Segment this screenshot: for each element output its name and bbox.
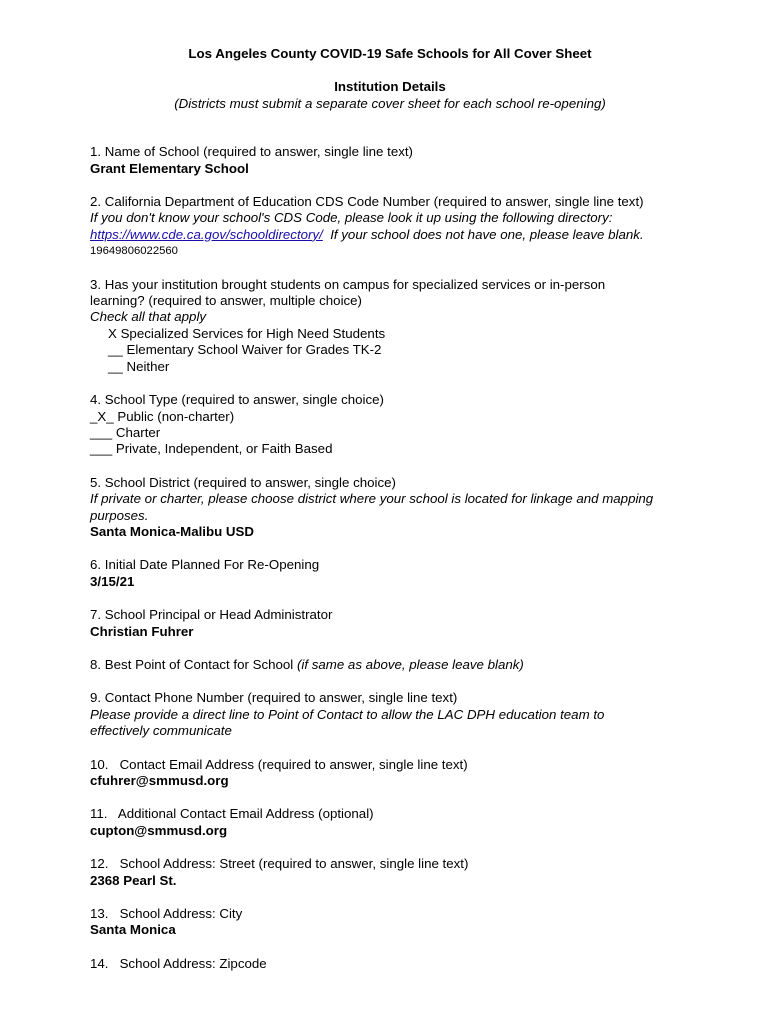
option-specialized-services: X Specialized Services for High Need Students — [108, 325, 386, 341]
section-title: Institution Details — [334, 79, 446, 95]
question-label: 10. Contact Email Address (required to answer, single line text) — [90, 756, 468, 772]
answer-principal: Christian Fuhrer — [90, 623, 194, 639]
question-hint-cont: effectively communicate — [90, 723, 232, 739]
question-10 — [90, 757, 730, 790]
question-label: 1. Name of School (required to answer, single line text) — [90, 144, 413, 160]
question-label: 13. School Address: City — [90, 906, 243, 922]
question-12 — [90, 856, 730, 889]
answer-school-name: Grant Elementary School — [90, 160, 249, 176]
question-hint-line — [90, 227, 730, 243]
answer-street: 2368 Pearl St. — [90, 872, 177, 888]
question-hint-cont: purposes. — [90, 507, 149, 523]
question-hint: If private or charter, please choose district where your school is located for linkage and mapping — [90, 491, 654, 507]
question-2 — [90, 194, 730, 260]
answer-district: Santa Monica-Malibu USD — [90, 523, 255, 539]
question-4 — [90, 392, 730, 458]
answer-reopen-date: 3/15/21 — [90, 573, 135, 589]
question-11 — [90, 806, 730, 839]
question-7 — [90, 607, 730, 640]
question-label: 8. Best Point of Contact for School — [90, 656, 297, 672]
question-label: 6. Initial Date Planned For Re-Opening — [90, 557, 320, 573]
question-label: 3. Has your institution brought students on campus for specialized services or in-person — [90, 276, 606, 292]
option-private: ___ Private, Independent, or Faith Based — [90, 441, 333, 457]
question-label: 14. School Address: Zipcode — [90, 955, 267, 971]
question-label-cont: learning? (required to answer, multiple choice) — [90, 293, 362, 309]
question-5 — [90, 475, 730, 541]
section-note: (Districts must submit a separate cover sheet for each school re-opening) — [174, 95, 606, 111]
answer-contact-email: cfuhrer@smmusd.org — [90, 773, 229, 788]
question-label: 12. School Address: Street (required to answer, single line text) — [90, 856, 469, 872]
document-title: Los Angeles County COVID-19 Safe Schools for All Cover Sheet — [188, 46, 592, 61]
question-8 — [90, 657, 730, 673]
question-9 — [90, 690, 730, 739]
option-charter: ___ Charter — [90, 424, 161, 440]
option-public: _X_ Public (non-charter) — [90, 408, 235, 424]
answer-city: Santa Monica — [90, 922, 176, 938]
question-hint: If you don't know your school's CDS Code, please look it up using the following directory: — [90, 210, 613, 226]
option-elementary-waiver: __ Elementary School Waiver for Grades TK-2 — [108, 342, 382, 358]
question-label-line — [90, 657, 730, 673]
question-hint: (if same as above, please leave blank) — [296, 656, 524, 672]
question-hint: Check all that apply — [90, 309, 207, 325]
question-14 — [90, 956, 730, 972]
header — [90, 46, 690, 112]
question-label: 7. School Principal or Head Administrator — [90, 607, 333, 623]
question-13 — [90, 906, 730, 939]
question-label: 9. Contact Phone Number (required to answer, single line text) — [90, 690, 458, 706]
answer-additional-email: cupton@smmusd.org — [90, 822, 228, 838]
question-label: 11. Additional Contact Email Address (optional) — [90, 806, 374, 822]
question-label: 5. School District (required to answer, single choice) — [90, 474, 396, 490]
question-hint: If your school does not have one, please leave blank. — [322, 226, 644, 242]
question-6 — [90, 557, 730, 590]
answer-cds-code: 19649806022560 — [90, 245, 178, 258]
question-3 — [90, 277, 730, 375]
question-hint: Please provide a direct line to Point of Contact to allow the LAC DPH education team to — [90, 706, 605, 722]
cds-directory-link[interactable]: https://www.cde.ca.gov/schooldirectory/ — [90, 226, 323, 242]
option-neither: __ Neither — [108, 358, 170, 374]
question-label: 4. School Type (required to answer, single choice) — [90, 392, 384, 408]
question-label: 2. California Department of Education CDS Code Number (required to answer, single line text) — [90, 194, 644, 210]
question-1 — [90, 144, 730, 177]
